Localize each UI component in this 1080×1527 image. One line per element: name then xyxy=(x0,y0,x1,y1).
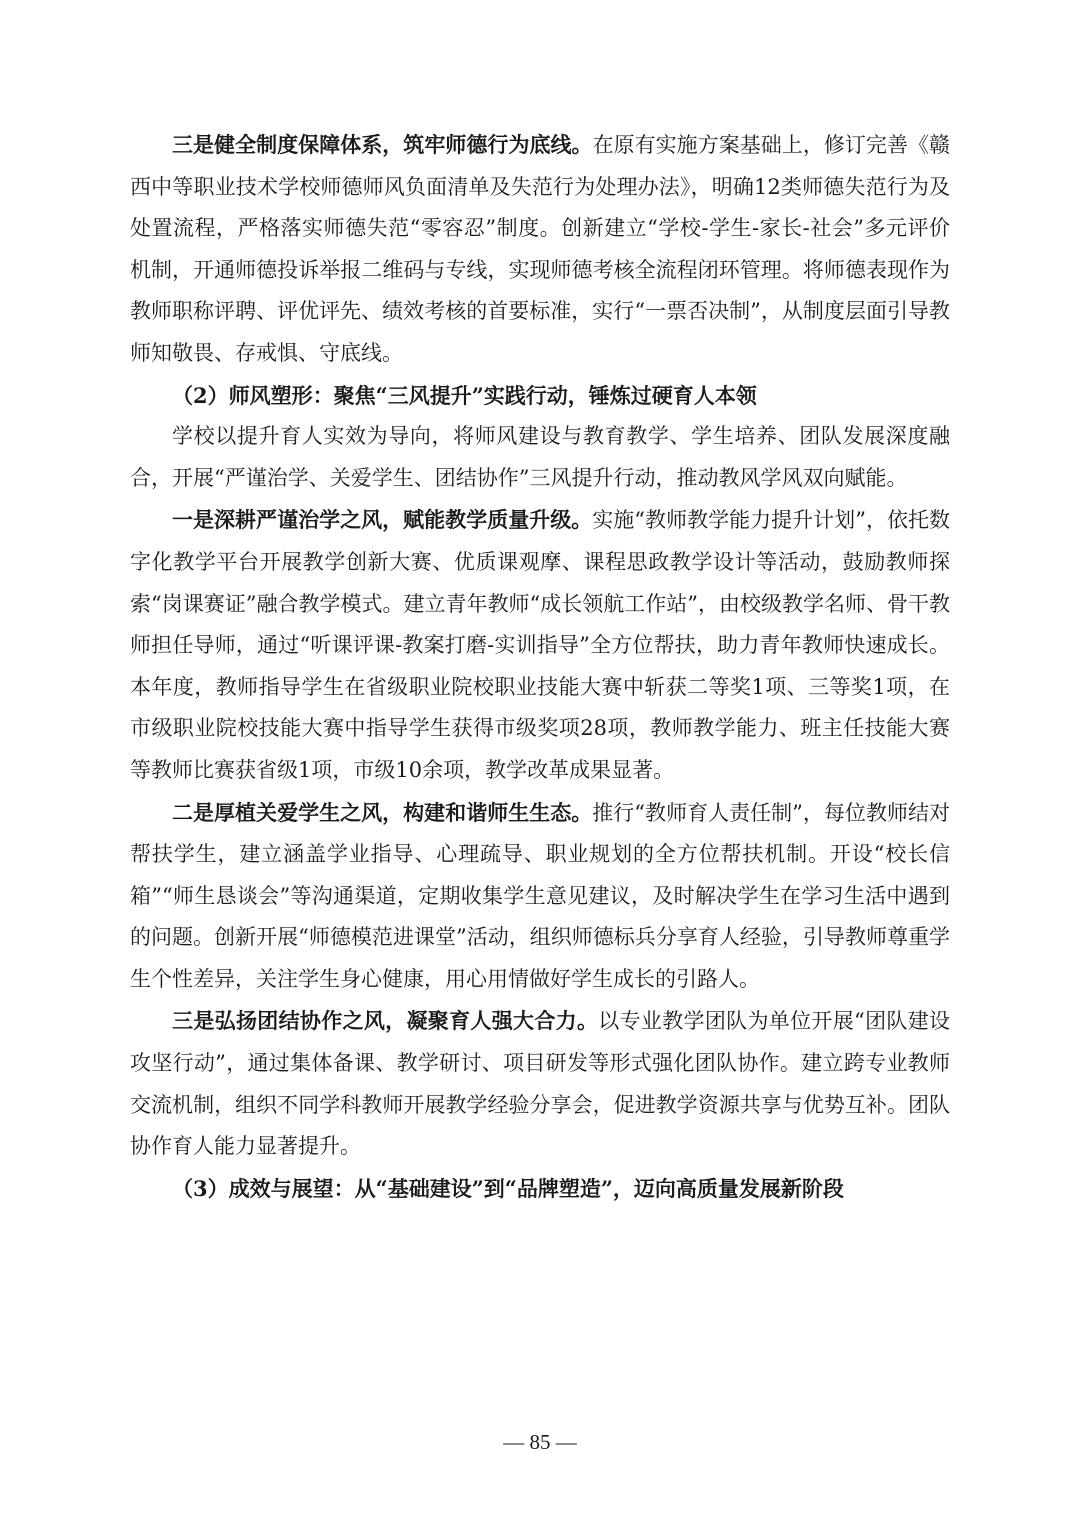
paragraph-text-rigorous-scholarship: 实施“教师教学能力提升计划”，依托数字化教学平台开展教学创新大赛、优质课观摩、课程思政教学设计等活动，鼓励教师探索“岗课赛证”融合教学模式。建立青年教师“成长领航工作站”，由校级教学名师、骨干教师担任导师，通过“听课评课-教案打磨-实训指导”全方位帮扶，助力青年教师快速成长。本年度，教师指导学生在省级职业院校职业技能大赛中斩获二等奖1项、三等奖1项，在市级职业院校技能大赛中指导学生获得市级奖项28项，教师教学能力、班主任技能大赛等教师比赛获省级1项，市级10余项，教学改革成果显著。 xyxy=(130,508,950,782)
paragraph-text-institutional-guarantee: 在原有实施方案基础上，修订完善《赣西中等职业技术学校师德师风负面清单及失范行为处理办法》，明确12类师德失范行为及处置流程，严格落实师德失范“零容忍”制度。创新建立“学校-学生-家长-社会”多元评价机制，开通师德投诉举报二维码与专线，实现师德考核全流程闭环管理。将师德表现作为教师职称评聘、评优评先、绩效考核的首要标准，实行“一票否决制”，从制度层面引导教师知敬畏、存戒惧、守底线。 xyxy=(130,133,951,365)
paragraph-intro-three-styles xyxy=(130,416,950,499)
paragraph-teamwork xyxy=(130,1000,950,1167)
paragraph-text-caring-students: 推行“教师育人责任制”，每位教师结对帮扶学生，建立涵盖学业指导、心理疏导、职业规划的全方位帮扶机制。开设“校长信箱”“师生恳谈会”等沟通渠道，定期收集学生意见建议，及时解决学生在学习生活中遇到的问题。创新开展“师德模范进课堂”活动，组织师德标兵分享育人经验，引导教师尊重学生个性差异，关注学生身心健康，用心用情做好学生成长的引路人。 xyxy=(130,800,950,991)
paragraph-lead-institutional-guarantee: 三是健全制度保障体系，筑牢师德行为底线。 xyxy=(172,132,593,157)
page-number: — 85 — xyxy=(503,1430,577,1454)
document-body xyxy=(130,124,950,1209)
paragraph-caring-students xyxy=(130,792,950,1001)
paragraph-lead-caring-students: 二是厚植关爱学生之风，构建和谐师生生态。 xyxy=(172,799,593,825)
paragraph-institutional-guarantee xyxy=(130,124,950,375)
paragraph-text-intro-three-styles: 学校以提升育人实效为导向，将师风建设与教育教学、学生培养、团队发展深度融合，开展“严谨治学、关爱学生、团结协作”三风提升行动，推动教风学风双向赋能。 xyxy=(130,424,950,490)
paragraph-lead-rigorous-scholarship: 一是深耕严谨治学之风，赋能教学质量升级。 xyxy=(172,507,593,533)
paragraph-rigorous-scholarship xyxy=(130,499,950,791)
paragraph-lead-teamwork: 三是弘扬团结协作之风，凝聚育人强大合力。 xyxy=(172,1008,599,1034)
section-heading-results-outlook: （3）成效与展望：从“基础建设”到“品牌塑造”，迈向高质量发展新阶段 xyxy=(172,1175,844,1201)
section-heading-teaching-style: （2）师风塑形：聚焦“三风提升”实践行动，锤炼过硬育人本领 xyxy=(172,382,757,408)
paragraph-text-teamwork: 以专业教学团队为单位开展“团队建设攻坚行动”，通过集体备课、教学研讨、项目研发等形式强化团队协作。建立跨专业教师交流机制，组织不同学科教师开展教学经验分享会，促进教学资源共享与优势互补。团队协作育人能力显著提升。 xyxy=(130,1009,951,1159)
